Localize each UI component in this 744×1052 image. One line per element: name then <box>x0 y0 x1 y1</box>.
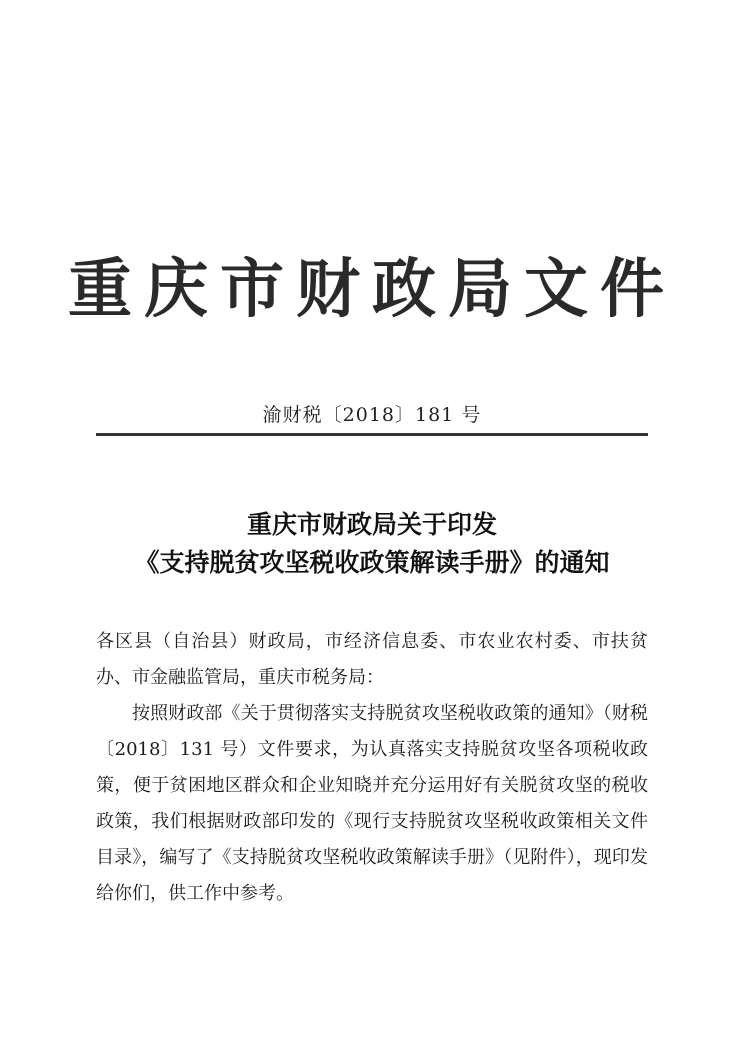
notice-title <box>60 506 684 582</box>
notice-title-line-1: 重庆市财政局关于印发 <box>246 510 497 539</box>
recipients-paragraph: 各区县（自治县）财政局，市经济信息委、市农业农村委、市扶贫办、市金融监管局，重庆市税务局： <box>96 631 648 688</box>
body-paragraph-1: 按照财政部《关于贯彻落实支持脱贫攻坚税收政策的通知》（财税〔2018〕131 号）文件要求，为认真落实支持脱贫攻坚各项税收政策，便于贫困地区群众和企业知晓并充分运用好有关脱贫攻坚的税收政策，我们根据财政部印发的《现行支持脱贫攻坚税收政策相关文件目录》，编写了《支持脱贫攻坚税收政策解读手册》（见附件），现印发给你们，供工作中参考。 <box>96 703 648 904</box>
notice-title-line-2: 《支持脱贫攻坚税收政策解读手册》的通知 <box>134 548 610 577</box>
notice-body <box>96 624 648 912</box>
issuer-header: 重庆市财政局文件 <box>68 253 676 327</box>
header-divider <box>96 433 648 436</box>
document-number: 渝财税〔2018〕181 号 <box>262 404 482 426</box>
